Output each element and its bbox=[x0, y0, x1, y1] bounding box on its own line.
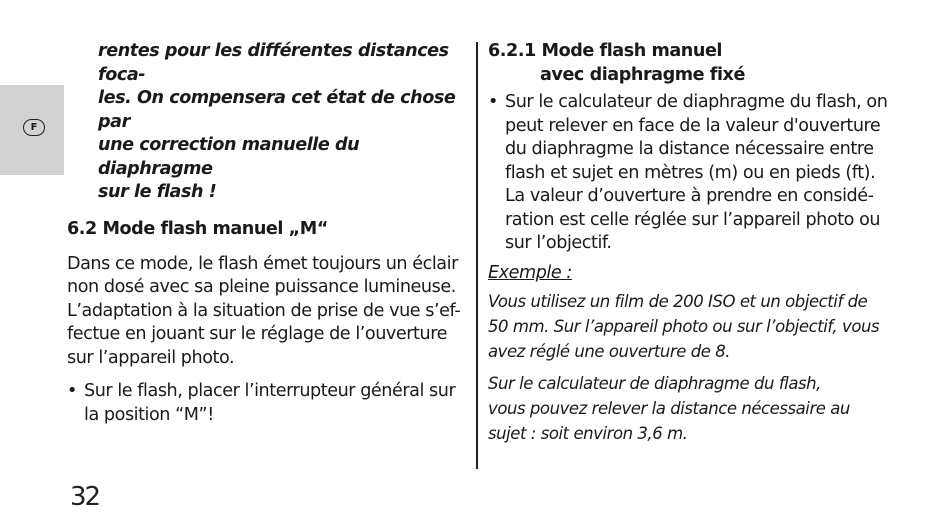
bullet-line: peut relever en face de la valeur d'ouverture bbox=[505, 115, 881, 136]
section-heading: 6.2 Mode flash manuel „M“ bbox=[67, 218, 328, 239]
subsection-heading bbox=[488, 40, 888, 87]
paragraph-line: sur l’appareil photo. bbox=[67, 347, 235, 368]
example-line: Vous utilisez un film de 200 ISO et un objectif de bbox=[488, 292, 868, 311]
example-line: 50 mm. Sur l’appareil photo ou sur l’objectif, vous bbox=[488, 317, 880, 336]
bullet-text bbox=[505, 91, 887, 256]
note-line: sur le flash ! bbox=[98, 182, 217, 202]
subsection-heading-line1: 6.2.1 Mode flash manuel bbox=[488, 41, 723, 61]
note-line: rentes pour les différentes distances foca- bbox=[98, 41, 449, 85]
paragraph-line: L’adaptation à la situation de prise de vue s’ef- bbox=[67, 300, 461, 321]
bullet-text bbox=[84, 380, 455, 427]
bullet-line: Sur le flash, placer l’interrupteur général sur bbox=[84, 381, 456, 401]
bullet-line: Sur le calculateur de diaphragme du flash, on bbox=[505, 92, 888, 112]
bullet-dot: • bbox=[67, 381, 77, 401]
example-line: vous pouvez relever la distance nécessaire au bbox=[488, 399, 850, 418]
paragraph-line: Dans ce mode, le flash émet toujours un éclair bbox=[67, 253, 458, 274]
bullet-line: ration est celle réglée sur l’appareil photo ou bbox=[505, 209, 881, 230]
example-line: Sur le calculateur de diaphragme du flash, bbox=[488, 374, 821, 393]
bullet-item bbox=[488, 91, 888, 256]
column-divider bbox=[476, 42, 478, 469]
bullet-line: du diaphragme la distance nécessaire entre bbox=[505, 139, 874, 159]
paragraph-line: fectue en jouant sur le réglage de l’ouverture bbox=[67, 324, 447, 344]
example-line: avez réglé une ouverture de 8. bbox=[488, 342, 731, 361]
bullet-line: flash et sujet en mètres (m) ou en pieds (ft). bbox=[505, 162, 876, 183]
bullet-line: sur l’objectif. bbox=[505, 233, 612, 253]
language-badge: F bbox=[23, 119, 45, 136]
bullet-line: la position “M”! bbox=[84, 404, 214, 425]
bullet-line: La valeur d’ouverture à prendre en considé- bbox=[505, 186, 874, 206]
subsection-heading-line2: avec diaphragme fixé bbox=[540, 64, 745, 85]
bullet-item bbox=[67, 380, 464, 427]
note-line: les. On compensera cet état de chose par bbox=[98, 88, 456, 132]
page-number: 32 bbox=[70, 482, 100, 512]
bullet-dot: • bbox=[488, 92, 498, 112]
paragraph-line: non dosé avec sa pleine puissance lumineuse. bbox=[67, 277, 456, 297]
section-paragraph bbox=[67, 253, 464, 371]
example-label: Exemple : bbox=[488, 262, 572, 283]
right-column bbox=[488, 40, 888, 446]
example-result-paragraph bbox=[488, 371, 888, 446]
example-paragraph bbox=[488, 289, 888, 364]
note-line: une correction manuelle du diaphragme bbox=[98, 135, 360, 179]
example-line: sujet : soit environ 3,6 m. bbox=[488, 424, 688, 443]
left-column bbox=[67, 40, 464, 427]
bold-note bbox=[98, 40, 464, 205]
